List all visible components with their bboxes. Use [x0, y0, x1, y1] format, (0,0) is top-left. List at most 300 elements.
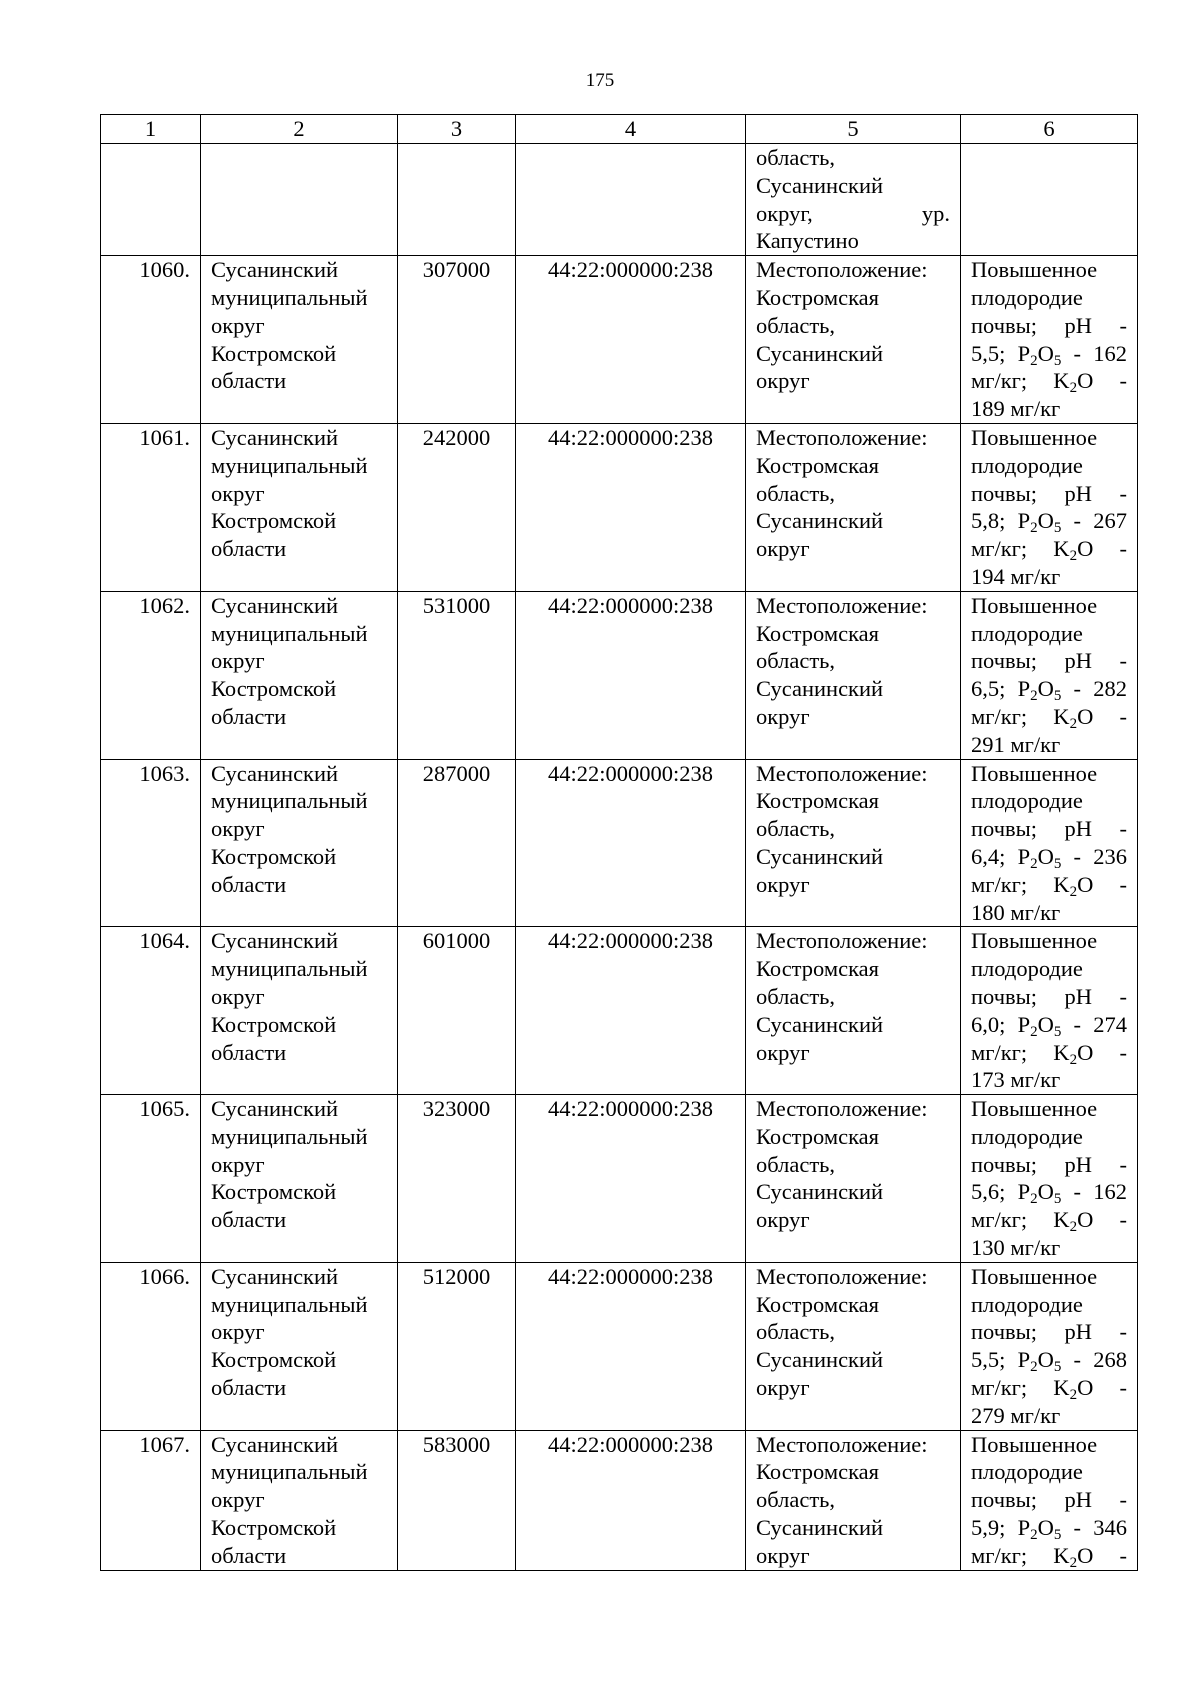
owner-line: Костромской [211, 340, 337, 366]
k2o-value: 180 [971, 899, 1005, 925]
location-line: Сусанинский [756, 1179, 884, 1205]
o-subscript: 5 [1053, 520, 1062, 537]
cell-location [746, 256, 961, 424]
table-row [101, 927, 1138, 1095]
owner-line: Сусанинский [211, 424, 339, 450]
cell-owner [201, 144, 398, 256]
dash: - [1061, 340, 1094, 366]
cell-location [746, 1262, 961, 1430]
dash: - [1061, 1515, 1094, 1541]
cell-owner [201, 256, 398, 424]
soil-ph-label: почвы; pH - [971, 1319, 1127, 1345]
location-line: Сусанинский [756, 172, 884, 198]
p-subscript: 2 [1030, 1023, 1038, 1040]
p-symbol: P [1017, 340, 1031, 366]
location-line: Местоположение: [756, 760, 928, 786]
o-symbol: O [1037, 340, 1054, 366]
location-line: Местоположение: [756, 424, 928, 450]
cell-number [101, 144, 201, 256]
k-o-symbol: O - [1077, 1039, 1127, 1065]
p-symbol: P [1017, 1179, 1031, 1205]
location-line: Костромская [756, 956, 880, 982]
owner-line: муниципальный [211, 452, 368, 478]
location-line: Костромская [756, 1459, 880, 1485]
owner-line: Сусанинский [211, 760, 339, 786]
cell-owner [201, 591, 398, 759]
cell-fertility [961, 256, 1138, 424]
k2o-value-line [971, 395, 1127, 423]
owner-line: округ [211, 648, 265, 674]
soil-ph-label: почвы; pH - [971, 312, 1127, 338]
ph-value: 5,5; [971, 1347, 1006, 1373]
land-plots-table [100, 114, 1138, 1571]
location-line: область, [756, 1151, 836, 1177]
owner-line: Костромской [211, 843, 337, 869]
owner-line: Сусанинский [211, 257, 339, 283]
k2o-value-line [971, 899, 1127, 927]
p2o5-formula [1017, 1179, 1062, 1208]
cell-location [746, 591, 961, 759]
table-row [101, 759, 1138, 927]
owner-line: округ [211, 1151, 265, 1177]
k2o-line [971, 1542, 1127, 1570]
cell-location [746, 1430, 961, 1570]
cell-number: 1063. [101, 759, 201, 927]
p-subscript: 2 [1030, 1359, 1038, 1376]
cell-owner [201, 759, 398, 927]
k2o-value: 173 [971, 1067, 1005, 1093]
k2o-value-line [971, 731, 1127, 759]
location-line: округ [756, 1039, 810, 1065]
cell-area: 601000 [398, 927, 516, 1095]
cell-cadastral: 44:22:000000:238 [516, 256, 746, 424]
fertility-lead: Повышенное [971, 592, 1098, 618]
cell-cadastral: 44:22:000000:238 [516, 759, 746, 927]
cell-number: 1062. [101, 591, 201, 759]
ph-p2o5-line [971, 340, 1127, 368]
fertility-lead2: плодородие [971, 284, 1083, 310]
location-line: Костромская [756, 284, 880, 310]
o-subscript: 5 [1053, 1191, 1062, 1208]
owner-line: Сусанинский [211, 1431, 339, 1457]
location-line: Местоположение: [756, 928, 928, 954]
k2o-value-line [971, 563, 1127, 591]
o-symbol: O [1037, 1347, 1054, 1373]
fertility-lead2: плодородие [971, 1459, 1083, 1485]
fertility-lead2: плодородие [971, 788, 1083, 814]
k2o-value: 279 [971, 1402, 1005, 1428]
owner-line: области [211, 1039, 287, 1065]
ph-value: 5,9; [971, 1515, 1006, 1541]
k-prefix: мг/кг; K [971, 1039, 1070, 1065]
location-line: Местоположение: [756, 1263, 928, 1289]
cell-cadastral: 44:22:000000:238 [516, 423, 746, 591]
fertility-lead: Повышенное [971, 928, 1098, 954]
k-subscript: 2 [1069, 1554, 1078, 1571]
k-o-symbol: O - [1077, 536, 1127, 562]
owner-line: Сусанинский [211, 1096, 339, 1122]
header-cell: 2 [201, 115, 398, 144]
owner-line: округ [211, 983, 265, 1009]
cell-cadastral: 44:22:000000:238 [516, 1262, 746, 1430]
location-line: область, [756, 480, 836, 506]
owner-line: муниципальный [211, 788, 368, 814]
cell-area: 531000 [398, 591, 516, 759]
owner-line: муниципальный [211, 956, 368, 982]
table-row [101, 423, 1138, 591]
cell-cadastral: 44:22:000000:238 [516, 1095, 746, 1263]
unit: мг/кг [1004, 563, 1061, 589]
cell-owner [201, 927, 398, 1095]
k-o-symbol: O - [1077, 703, 1127, 729]
owner-line: Костромской [211, 508, 337, 534]
p-symbol: P [1017, 843, 1031, 869]
owner-line: округ [211, 816, 265, 842]
dash: - [1061, 843, 1094, 869]
header-cell: 3 [398, 115, 516, 144]
p2o5-value: 268 [1093, 1347, 1127, 1373]
owner-line: Костромской [211, 1347, 337, 1373]
cell-number: 1060. [101, 256, 201, 424]
ph-p2o5-line [971, 507, 1127, 535]
location-line: округ [756, 703, 810, 729]
p2o5-value: 282 [1093, 676, 1127, 702]
location-line: округ [756, 1375, 810, 1401]
k-subscript: 2 [1069, 1219, 1078, 1236]
cell-fertility [961, 591, 1138, 759]
k2o-line [971, 1039, 1127, 1067]
k-o-symbol: O - [1077, 871, 1127, 897]
location-line: Местоположение: [756, 1096, 928, 1122]
cell-area: 583000 [398, 1430, 516, 1570]
owner-line: области [211, 871, 287, 897]
cell-location [746, 1095, 961, 1263]
p-subscript: 2 [1030, 855, 1038, 872]
k-prefix: мг/кг; K [971, 703, 1070, 729]
cell-fertility [961, 144, 1138, 256]
cell-fertility [961, 423, 1138, 591]
cell-owner [201, 1095, 398, 1263]
cell-fertility [961, 1095, 1138, 1263]
o-subscript: 5 [1053, 1527, 1062, 1544]
location-line: область, [756, 1487, 836, 1513]
dash: - [1061, 1179, 1094, 1205]
p2o5-formula [1017, 340, 1062, 369]
location-line: область, [756, 648, 836, 674]
k2o-line [971, 535, 1127, 563]
p-symbol: P [1017, 1011, 1031, 1037]
k-subscript: 2 [1069, 883, 1078, 900]
owner-line: области [211, 1207, 287, 1233]
owner-line: муниципальный [211, 620, 368, 646]
location-line: Костромская [756, 1291, 880, 1317]
dash: - [1061, 676, 1094, 702]
ph-value: 6,4; [971, 843, 1006, 869]
owner-line: Костромской [211, 676, 337, 702]
location-line: Сусанинский [756, 1347, 884, 1373]
location-line: Местоположение: [756, 257, 928, 283]
unit: мг/кг [1004, 1067, 1061, 1093]
p2o5-value: 346 [1093, 1515, 1127, 1541]
owner-line: Сусанинский [211, 928, 339, 954]
owner-line: области [211, 1375, 287, 1401]
o-symbol: O [1037, 1179, 1054, 1205]
k2o-line [971, 703, 1127, 731]
o-subscript: 5 [1053, 1023, 1062, 1040]
cell-area [398, 144, 516, 256]
fertility-lead2: плодородие [971, 1291, 1083, 1317]
k2o-value-line [971, 1402, 1127, 1430]
owner-line: муниципальный [211, 284, 368, 310]
location-line: округ [756, 1207, 810, 1233]
cell-cadastral: 44:22:000000:238 [516, 1430, 746, 1570]
cell-location [746, 759, 961, 927]
dash: - [1061, 1347, 1094, 1373]
p-symbol: P [1017, 1515, 1031, 1541]
header-cell: 5 [746, 115, 961, 144]
p-subscript: 2 [1030, 352, 1038, 369]
k2o-line [971, 1374, 1127, 1402]
k2o-value: 194 [971, 563, 1005, 589]
p2o5-formula [1017, 508, 1062, 537]
soil-ph-label: почвы; pH - [971, 1487, 1127, 1513]
location-line: область, [756, 983, 836, 1009]
unit: мг/кг [1004, 899, 1061, 925]
owner-line: области [211, 368, 287, 394]
owner-line: Сусанинский [211, 1263, 339, 1289]
p-symbol: P [1017, 1347, 1031, 1373]
k-prefix: мг/кг; K [971, 1542, 1070, 1568]
header-cell: 4 [516, 115, 746, 144]
ph-p2o5-line [971, 1514, 1127, 1542]
cell-number: 1065. [101, 1095, 201, 1263]
cell-area: 512000 [398, 1262, 516, 1430]
k-o-symbol: O - [1077, 1542, 1127, 1568]
o-subscript: 5 [1053, 352, 1062, 369]
location-line: Сусанинский [756, 340, 884, 366]
location-line: Костромская [756, 788, 880, 814]
owner-line: округ [211, 1487, 265, 1513]
location-line: Местоположение: [756, 1431, 928, 1457]
cell-owner [201, 423, 398, 591]
p2o5-value: 162 [1093, 1179, 1127, 1205]
k2o-value: 189 [971, 396, 1005, 422]
k-subscript: 2 [1069, 1051, 1078, 1068]
location-line: округ [756, 871, 810, 897]
owner-line: округ [211, 312, 265, 338]
o-symbol: O [1037, 843, 1054, 869]
k-o-symbol: O - [1077, 368, 1127, 394]
fertility-lead2: плодородие [971, 1123, 1083, 1149]
page-number: 175 [585, 70, 615, 91]
p-subscript: 2 [1030, 688, 1038, 705]
p2o5-value: 274 [1093, 1011, 1127, 1037]
location-line: Местоположение: [756, 592, 928, 618]
fertility-lead: Повышенное [971, 257, 1098, 283]
cell-fertility [961, 1430, 1138, 1570]
location-line: Костромская [756, 620, 880, 646]
unit: мг/кг [1004, 396, 1061, 422]
dash: - [1061, 508, 1094, 534]
cell-location [746, 144, 961, 256]
p2o5-value: 162 [1093, 340, 1127, 366]
o-symbol: O [1037, 676, 1054, 702]
ph-value: 5,8; [971, 508, 1006, 534]
o-subscript: 5 [1053, 855, 1062, 872]
k-prefix: мг/кг; K [971, 368, 1070, 394]
location-line: Костромская [756, 452, 880, 478]
k-subscript: 2 [1069, 380, 1078, 397]
o-symbol: O [1037, 508, 1054, 534]
p-subscript: 2 [1030, 1191, 1038, 1208]
location-line: Сусанинский [756, 676, 884, 702]
soil-ph-label: почвы; pH - [971, 816, 1127, 842]
cell-number: 1064. [101, 927, 201, 1095]
cell-fertility [961, 927, 1138, 1095]
k2o-value: 291 [971, 731, 1005, 757]
cell-owner [201, 1430, 398, 1570]
owner-line: области [211, 1542, 287, 1568]
soil-ph-label: почвы; pH - [971, 1151, 1127, 1177]
k-prefix: мг/кг; K [971, 871, 1070, 897]
fertility-lead2: плодородие [971, 956, 1083, 982]
cell-owner [201, 1262, 398, 1430]
k-subscript: 2 [1069, 1387, 1078, 1404]
table-row [101, 1262, 1138, 1430]
k2o-line [971, 871, 1127, 899]
cell-area: 287000 [398, 759, 516, 927]
unit: мг/кг [1004, 731, 1061, 757]
continuation-row [101, 144, 1138, 256]
table-row [101, 1095, 1138, 1263]
ph-value: 6,0; [971, 1011, 1006, 1037]
owner-line: области [211, 536, 287, 562]
cell-area: 323000 [398, 1095, 516, 1263]
location-line: Сусанинский [756, 1515, 884, 1541]
location-line: область, [756, 816, 836, 842]
owner-line: Костромской [211, 1011, 337, 1037]
cell-number: 1066. [101, 1262, 201, 1430]
p2o5-formula [1017, 1347, 1062, 1376]
location-line: Капустино [756, 228, 859, 254]
location-line: Костромская [756, 1123, 880, 1149]
cell-fertility [961, 759, 1138, 927]
owner-line: Сусанинский [211, 592, 339, 618]
owner-line: округ [211, 480, 265, 506]
fertility-lead: Повышенное [971, 1263, 1098, 1289]
location-line: область, [756, 312, 836, 338]
cell-area: 307000 [398, 256, 516, 424]
k2o-value-line [971, 1066, 1127, 1094]
owner-line: муниципальный [211, 1459, 368, 1485]
location-line: округ, ур. [756, 200, 950, 226]
k2o-value-line [971, 1234, 1127, 1262]
k-subscript: 2 [1069, 548, 1078, 565]
k2o-value: 130 [971, 1235, 1005, 1261]
fertility-lead: Повышенное [971, 1431, 1098, 1457]
soil-ph-label: почвы; pH - [971, 648, 1127, 674]
k-subscript: 2 [1069, 715, 1078, 732]
ph-value: 6,5; [971, 676, 1006, 702]
fertility-lead2: плодородие [971, 620, 1083, 646]
cell-cadastral: 44:22:000000:238 [516, 591, 746, 759]
owner-line: округ [211, 1319, 265, 1345]
fertility-lead: Повышенное [971, 1096, 1098, 1122]
header-cell: 6 [961, 115, 1138, 144]
cell-area: 242000 [398, 423, 516, 591]
ph-value: 5,5; [971, 340, 1006, 366]
p2o5-formula [1017, 843, 1062, 872]
cell-cadastral [516, 144, 746, 256]
p-subscript: 2 [1030, 520, 1038, 537]
cell-location [746, 927, 961, 1095]
ph-p2o5-line [971, 1011, 1127, 1039]
p2o5-value: 267 [1093, 508, 1127, 534]
unit: мг/кг [1004, 1235, 1061, 1261]
ph-value: 5,6; [971, 1179, 1006, 1205]
k-prefix: мг/кг; K [971, 536, 1070, 562]
owner-line: муниципальный [211, 1291, 368, 1317]
k-prefix: мг/кг; K [971, 1207, 1070, 1233]
unit: мг/кг [1004, 1402, 1061, 1428]
cell-fertility [961, 1262, 1138, 1430]
header-cell: 1 [101, 115, 201, 144]
fertility-lead2: плодородие [971, 452, 1083, 478]
location-line: округ [756, 1542, 810, 1568]
p2o5-formula [1017, 676, 1062, 705]
owner-line: Костромской [211, 1515, 337, 1541]
k-o-symbol: O - [1077, 1375, 1127, 1401]
soil-ph-label: почвы; pH - [971, 480, 1127, 506]
cell-number: 1061. [101, 423, 201, 591]
cell-number: 1067. [101, 1430, 201, 1570]
location-line: Сусанинский [756, 843, 884, 869]
location-line: округ [756, 368, 810, 394]
cell-location [746, 423, 961, 591]
p2o5-formula [1017, 1515, 1062, 1544]
location-line: округ [756, 536, 810, 562]
header-row [101, 115, 1138, 144]
ph-p2o5-line [971, 675, 1127, 703]
fertility-lead: Повышенное [971, 760, 1098, 786]
k-prefix: мг/кг; K [971, 1375, 1070, 1401]
dash: - [1061, 1011, 1094, 1037]
cell-cadastral: 44:22:000000:238 [516, 927, 746, 1095]
k2o-line [971, 367, 1127, 395]
o-subscript: 5 [1053, 1359, 1062, 1376]
ph-p2o5-line [971, 1346, 1127, 1374]
fertility-lead: Повышенное [971, 424, 1098, 450]
p-symbol: P [1017, 676, 1031, 702]
p2o5-value: 236 [1093, 843, 1127, 869]
o-symbol: O [1037, 1515, 1054, 1541]
o-symbol: O [1037, 1011, 1054, 1037]
ph-p2o5-line [971, 843, 1127, 871]
location-line: область, [756, 1319, 836, 1345]
owner-line: муниципальный [211, 1123, 368, 1149]
ph-p2o5-line [971, 1178, 1127, 1206]
k2o-line [971, 1206, 1127, 1234]
k-o-symbol: O - [1077, 1207, 1127, 1233]
soil-ph-label: почвы; pH - [971, 983, 1127, 1009]
location-line: Сусанинский [756, 1011, 884, 1037]
p-symbol: P [1017, 508, 1031, 534]
location-line: область, [756, 145, 836, 170]
owner-line: области [211, 703, 287, 729]
owner-line: Костромской [211, 1179, 337, 1205]
p-subscript: 2 [1030, 1527, 1038, 1544]
table-row [101, 256, 1138, 424]
